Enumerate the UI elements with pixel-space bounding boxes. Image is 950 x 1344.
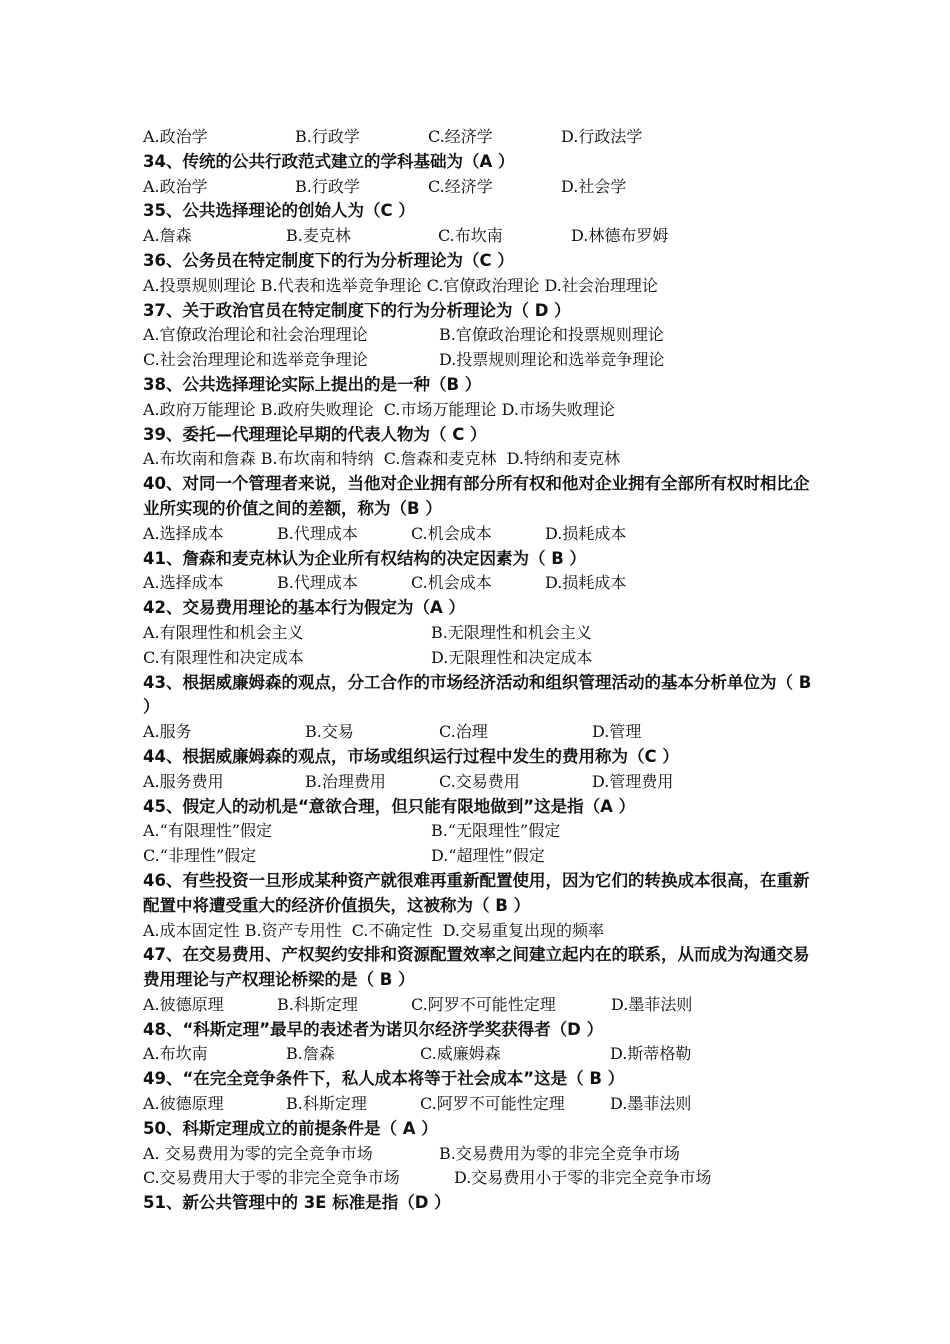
answer-option: B.治理费用 (305, 771, 386, 791)
answer-options (143, 646, 823, 671)
answer-option: B.行政学 (295, 176, 360, 196)
question-text: 47、在交易费用、产权契约安排和资源配置效率之间建立起内在的联系，从而成为沟通交易费用理论与产权理论桥梁的是（ B ） (143, 945, 810, 990)
answer-option: B.代理成本 (277, 523, 358, 543)
answer-option: A.选择成本 (143, 523, 224, 543)
question-text: 51、新公共管理中的 3E 标准是指（D ） (143, 1193, 451, 1213)
answer-option: B.交易 (305, 722, 354, 742)
answer-option: D.管理 (592, 722, 642, 742)
answer-option: D.社会学 (561, 176, 627, 196)
answer-option: C.有限理性和决定成本 (143, 647, 304, 667)
question-text: 37、关于政治官员在特定制度下的行为分析理论为（ D ） (143, 300, 571, 320)
answer-option: A.投票规则理论 B.代表和选举竞争理论 C.官僚政治理论 D.社会治理理论 (143, 275, 658, 295)
question-text: 49、“在完全竞争条件下，私人成本将等于社会成本”这是（ B ） (143, 1069, 625, 1089)
answer-option: D.损耗成本 (545, 573, 627, 593)
answer-option: D.投票规则理论和选举竞争理论 (439, 350, 665, 370)
answer-options (143, 993, 823, 1018)
question-text: 50、科斯定理成立的前提条件是（ A ） (143, 1118, 438, 1138)
answer-options (143, 621, 823, 646)
question-text: 40、对同一个管理者来说，当他对企业拥有部分所有权和他对企业拥有全部所有权时相比企业所实现的价值之间的差额，称为（B ） (143, 474, 810, 518)
answer-option: A.布坎南 (143, 1044, 208, 1064)
answer-option: A.布坎南和詹森 B.布坎南和特纳 C.詹森和麦克林 D.特纳和麦克林 (143, 449, 621, 469)
question-text: 46、有些投资一旦形成某种资产就很难再重新配置使用，因为它们的转换成本很高，在重新配置中将遭受重大的经济价值损失，这被称为（ B ） (143, 870, 810, 915)
answer-option: A.彼德原理 (143, 994, 224, 1014)
answer-option: B.代理成本 (277, 573, 358, 593)
answer-option: A.服务 (143, 722, 192, 742)
answer-option: C.“非理性”假定 (143, 846, 257, 866)
answer-option: A.服务费用 (143, 771, 224, 791)
answer-options (143, 819, 823, 844)
answer-option: C.交易费用大于零的非完全竞争市场 (143, 1168, 400, 1188)
answer-options (143, 125, 823, 150)
question-text: 34、传统的公共行政范式建立的学科基础为（A ） (143, 151, 515, 171)
answer-option: B.麦克林 (286, 226, 351, 246)
answer-option: B.官僚政治理论和投票规则理论 (439, 325, 664, 345)
answer-options (143, 224, 823, 249)
answer-options (143, 175, 823, 200)
answer-option: D.林德布罗姆 (571, 226, 669, 246)
answer-option: D.斯蒂格勒 (610, 1044, 692, 1064)
answer-option: A.政治学 (143, 176, 208, 196)
question-text: 42、交易费用理论的基本行为假定为（A ） (143, 598, 465, 618)
answer-option: C.机会成本 (411, 523, 492, 543)
answer-option: D.墨菲法则 (610, 1094, 692, 1114)
answer-option: C.威廉姆森 (420, 1044, 501, 1064)
answer-options (143, 274, 823, 299)
answer-option: D.行政法学 (561, 127, 643, 146)
answer-options (143, 770, 823, 795)
answer-options (143, 398, 823, 423)
answer-option: C.经济学 (428, 176, 493, 196)
question-text: 39、委托—代理理论早期的代表人物为（ C ） (143, 424, 487, 444)
answer-option: A.选择成本 (143, 573, 224, 593)
answer-options (143, 348, 823, 373)
answer-option: A. 交易费用为零的完全竞争市场 (143, 1143, 373, 1163)
answer-options (143, 919, 823, 944)
answer-options (143, 844, 823, 869)
answer-option: D.损耗成本 (545, 523, 627, 543)
question-text: 35、公共选择理论的创始人为（C ） (143, 201, 415, 221)
answer-option: A.官僚政治理论和社会治理理论 (143, 325, 368, 345)
answer-option: C.阿罗不可能性定理 (420, 1094, 565, 1114)
answer-option: B.无限理性和机会主义 (431, 622, 592, 642)
answer-options (143, 1142, 823, 1167)
answer-option: A.成本固定性 B.资产专用性 C.不确定性 D.交易重复出现的频率 (143, 920, 605, 940)
answer-option: C.布坎南 (438, 226, 503, 246)
question-text: 36、公务员在特定制度下的行为分析理论为（C ） (143, 250, 514, 270)
answer-option: B.科斯定理 (277, 994, 358, 1014)
answer-options (143, 1042, 823, 1067)
question-text: 48、“科斯定理”最早的表述者为诺贝尔经济学奖获得者（D ） (143, 1019, 604, 1039)
answer-option: D.“超理性”假定 (431, 846, 545, 866)
answer-options (143, 447, 823, 472)
answer-option: C.交易费用 (439, 771, 520, 791)
answer-option: C.机会成本 (411, 573, 492, 593)
question-text: 43、根据威廉姆森的观点，分工合作的市场经济活动和组织管理活动的基本分析单位为（ B ） (143, 672, 812, 717)
question-text: 45、假定人的动机是“意欲合理，但只能有限地做到”这是指（A ） (143, 796, 636, 816)
answer-option: C.阿罗不可能性定理 (411, 994, 556, 1014)
answer-option: D.无限理性和决定成本 (431, 647, 593, 667)
answer-options (143, 720, 823, 745)
question-text: 38、公共选择理论实际上提出的是一种（B ） (143, 374, 482, 394)
answer-options (143, 571, 823, 596)
answer-option: C.社会治理理论和选举竞争理论 (143, 350, 368, 370)
answer-option: A.彼德原理 (143, 1094, 224, 1114)
answer-options (143, 1166, 823, 1191)
answer-option: D.墨菲法则 (611, 994, 693, 1014)
answer-options (143, 323, 823, 348)
answer-option: B.科斯定理 (286, 1094, 367, 1114)
answer-option: B.“无限理性”假定 (431, 821, 561, 841)
document-page (143, 125, 823, 1216)
question-text: 41、詹森和麦克林认为企业所有权结构的决定因素为（ B ） (143, 548, 587, 568)
answer-option: C.治理 (439, 722, 488, 742)
answer-option: A.政府万能理论 B.政府失败理论 C.市场万能理论 D.市场失败理论 (143, 399, 615, 419)
question-text: 44、根据威廉姆森的观点，市场或组织运行过程中发生的费用称为（C ） (143, 746, 679, 766)
answer-options (143, 522, 823, 547)
answer-option: A.政治学 (143, 127, 208, 146)
answer-option: A.“有限理性”假定 (143, 821, 273, 841)
answer-option: D.管理费用 (592, 771, 674, 791)
answer-option: B.行政学 (295, 127, 360, 146)
answer-option: A.有限理性和机会主义 (143, 622, 304, 642)
answer-option: B.詹森 (286, 1044, 335, 1064)
answer-option: C.经济学 (428, 127, 493, 146)
answer-option: D.交易费用小于零的非完全竞争市场 (454, 1168, 712, 1188)
answer-options (143, 1092, 823, 1117)
answer-option: A.詹森 (143, 226, 192, 246)
answer-option: B.交易费用为零的非完全竞争市场 (439, 1143, 680, 1163)
